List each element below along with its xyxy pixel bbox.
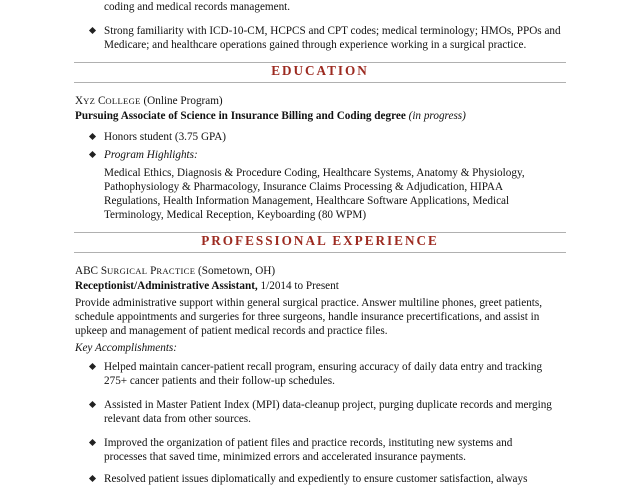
highlights-line: Pathophysiology & Pharmacology, Insurance Claims Processing & Adjudication, HIPAA bbox=[104, 181, 504, 193]
bullet-line: Strong familiarity with ICD-10-CM, HCPCS and CPT codes; medical terminology; HMOs, PPOs and bbox=[104, 25, 561, 37]
job-dates: 1/2014 to Present bbox=[260, 280, 339, 292]
highlights-line: Terminology, Medical Reception, Keyboarding (80 WPM) bbox=[104, 209, 367, 221]
highlights-label: Program Highlights: bbox=[104, 149, 198, 161]
diamond-bullet-icon bbox=[89, 475, 96, 482]
school-name: XYZ COLLEGE (Online Program) bbox=[75, 95, 223, 107]
accomplishments-label: Key Accomplishments: bbox=[75, 342, 178, 354]
skills-line-continuation: coding and medical records management. bbox=[104, 1, 291, 13]
bullet-line: 275+ cancer patients and their follow-up schedules. bbox=[104, 375, 335, 387]
diamond-bullet-icon bbox=[89, 401, 96, 408]
job-title-line bbox=[75, 279, 339, 293]
school-suffix: (Online Program) bbox=[143, 95, 223, 107]
education-heading: EDUCATION bbox=[271, 63, 369, 78]
diamond-bullet-icon bbox=[89, 439, 96, 446]
degree-name: Pursuing Associate of Science in Insurance Billing and Coding degree bbox=[75, 110, 406, 122]
diamond-bullet-icon bbox=[89, 151, 96, 158]
highlights-list bbox=[104, 166, 525, 222]
section-rule-bottom bbox=[74, 252, 566, 253]
bullet-line: processes that saved time, minimized errors and accelerated insurance payments. bbox=[104, 451, 466, 463]
bullet-line: Assisted in Master Patient Index (MPI) data-cleanup project, purging duplicate records and merging bbox=[104, 399, 552, 411]
bullet-line: Resolved patient issues diplomatically and expediently to ensure customer satisfaction, always bbox=[104, 473, 528, 485]
job-summary bbox=[75, 296, 542, 338]
job-title: Receptionist/Administrative Assistant, bbox=[75, 280, 258, 292]
diamond-bullet-icon bbox=[89, 27, 96, 34]
diamond-bullet-icon bbox=[89, 363, 96, 370]
degree-line bbox=[75, 109, 466, 123]
degree-status: (in progress) bbox=[408, 110, 466, 122]
bullet-line: Medicare; and healthcare operations gained through experience working in a surgical practice. bbox=[104, 39, 527, 51]
honors-text: Honors student (3.75 GPA) bbox=[104, 131, 227, 143]
experience-heading: PROFESSIONAL EXPERIENCE bbox=[201, 233, 439, 248]
highlights-line: Medical Ethics, Diagnosis & Procedure Coding, Healthcare Systems, Anatomy & Physiology, bbox=[104, 167, 525, 179]
summary-line: Provide administrative support within general surgical practice. Answer multiline phones, greet patients, bbox=[75, 297, 543, 309]
section-rule-bottom bbox=[74, 82, 566, 83]
highlights-line: Regulations, Health Information Management, Healthcare Software Applications, Medical bbox=[104, 195, 510, 207]
summary-line: upkeep and management of patient medical records and practice files. bbox=[75, 325, 388, 337]
bullet-line: Helped maintain cancer-patient recall program, ensuring accuracy of daily data entry and tracking bbox=[104, 361, 543, 373]
employer-name: ABC SURGICAL PRACTICE (Sometown, OH) bbox=[75, 265, 276, 277]
diamond-bullet-icon bbox=[89, 133, 96, 140]
bullet-line: relevant data from other sources. bbox=[104, 413, 251, 425]
employer-location: (Sometown, OH) bbox=[198, 265, 276, 277]
summary-line: schedule appointments and surgeries for three surgeons, handle insurance precertifications, and assist in bbox=[75, 311, 540, 323]
bullet-line: Improved the organization of patient files and practice records, instituting new systems and bbox=[104, 437, 513, 449]
